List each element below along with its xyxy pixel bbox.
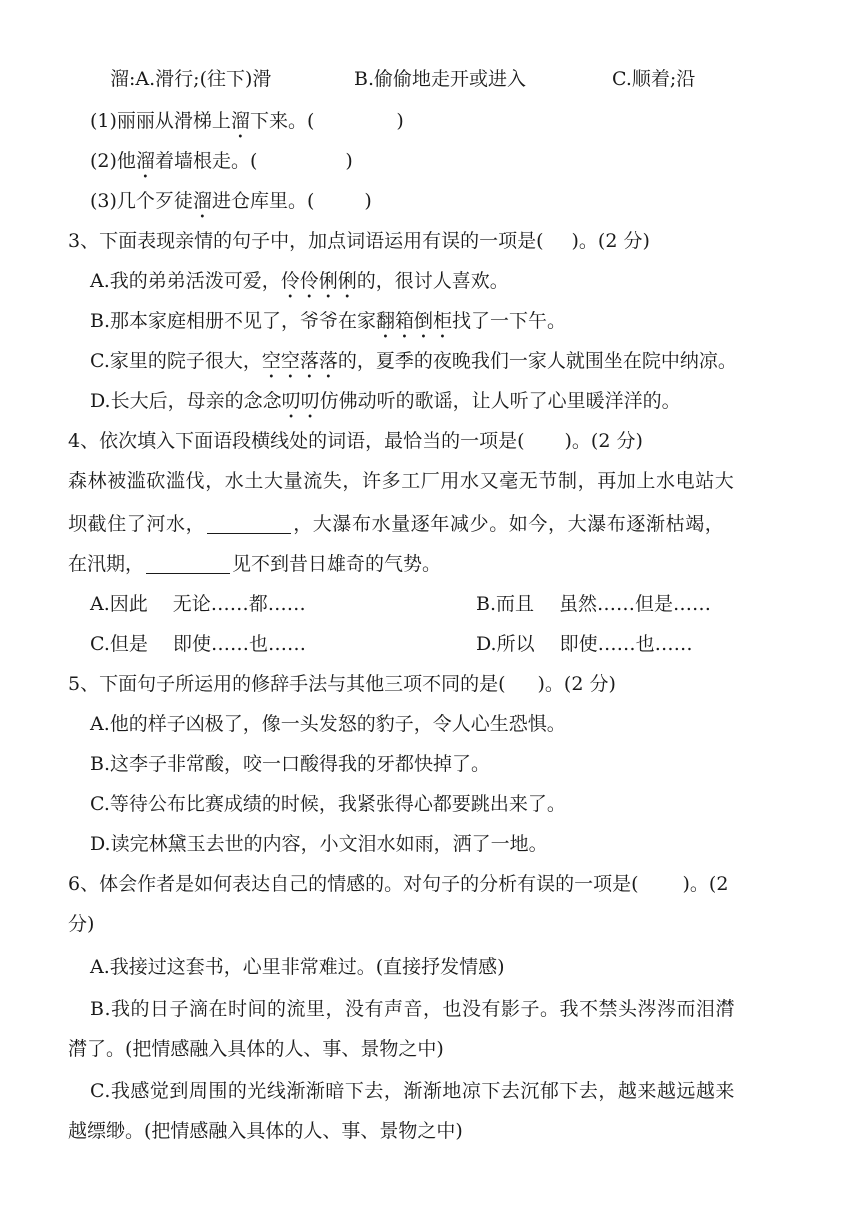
q2-sentence-2: (2)他溜着墙根走。( ) (90, 150, 353, 172)
q6-option-b-line-2: 潸了。(把情感融入具体的人、事、景物之中) (68, 1038, 444, 1060)
q2-sentence-3: (3)几个歹徒溜进仓库里。( ) (90, 190, 372, 212)
q2-sentence-1: (1)丽丽从滑梯上溜下来。( ) (90, 110, 404, 132)
definition-b: B.偷偷地走开或进入 (354, 68, 527, 90)
q3-option-b: B.那本家庭相册不见了，爷爷在家翻箱倒柜找了一下午。 (90, 310, 567, 332)
q5-option-c: C.等待公布比赛成绩的时候，我紧张得心都要跳出来了。 (90, 793, 566, 815)
q4-stem: 4、依次填入下面语段横线处的词语，最恰当的一项是( )。(2 分) (68, 430, 643, 452)
dotted-word: 空空落落 (261, 350, 338, 372)
q4-passage-line-2: 坝截住了河水， ，大瀑布水量逐年减少。如今，大瀑布逐渐枯竭， (68, 513, 725, 535)
q6-option-b-line-1: B.我的日子滴在时间的流里，没有声音，也没有影子。我不禁头涔涔而泪潸 (90, 998, 736, 1020)
q3-option-d: D.长大后，母亲的念念叨叨仿佛动听的歌谣，让人听了心里暖洋洋的。 (90, 390, 681, 412)
dotted-word: 翻箱倒柜 (376, 310, 453, 332)
q5-stem: 5、下面句子所运用的修辞手法与其他三项不同的是( )。(2 分) (68, 673, 616, 695)
dotted-word: 溜 (230, 110, 250, 132)
q4-passage-line-3: 在汛期， 见不到昔日雄奇的气势。 (68, 553, 442, 575)
dotted-word: 溜 (192, 190, 212, 212)
q6-stem-line-2: 分) (68, 913, 95, 935)
dotted-word: 溜 (135, 150, 155, 172)
q4-option-d: D.所以 即使……也…… (476, 633, 693, 655)
q6-option-c-line-2: 越缥缈。(把情感融入具体的人、事、景物之中) (68, 1120, 463, 1142)
q3-option-c: C.家里的院子很大，空空落落的，夏季的夜晚我们一家人就围坐在院中纳凉。 (90, 350, 737, 372)
definition-c: C.顺着;沿 (612, 68, 696, 90)
q5-option-d: D.读完林黛玉去世的内容，小文泪水如雨，洒了一地。 (90, 833, 548, 855)
q4-option-b: B.而且 虽然……但是…… (476, 593, 712, 615)
fill-blank-2[interactable] (146, 553, 230, 574)
q3-option-a: A.我的弟弟活泼可爱，伶伶俐俐的，很讨人喜欢。 (90, 270, 509, 292)
q6-stem: 6、体会作者是如何表达自己的情感的。对句子的分析有误的一项是( )。(2 (68, 873, 729, 895)
q4-option-a: A.因此 无论……都…… (90, 593, 306, 615)
q4-option-c: C.但是 即使……也…… (90, 633, 306, 655)
dotted-word: 叨叨 (281, 390, 320, 412)
q6-option-a: A.我接过这套书，心里非常难过。(直接抒发情感) (90, 956, 505, 978)
q6-option-c-line-1: C.我感觉到周围的光线渐渐暗下去，渐渐地凉下去沉郁下去，越来越远越来 (90, 1080, 735, 1102)
q5-option-b: B.这李子非常酸，咬一口酸得我的牙都快掉了。 (90, 753, 491, 775)
dotted-word: 伶伶俐俐 (280, 270, 357, 292)
q5-option-a: A.他的样子凶极了，像一头发怒的豹子，令人心生恐惧。 (90, 713, 566, 735)
q4-passage-line-1: 森林被滥砍滥伐，水土大量流失，许多工厂用水又毫无节制，再加上水电站大 (68, 470, 735, 492)
q3-stem: 3、下面表现亲情的句子中，加点词语运用有误的一项是( )。(2 分) (68, 230, 650, 252)
fill-blank-1[interactable] (207, 513, 291, 534)
definition-a: 溜:A.滑行;(往下)滑 (110, 68, 272, 90)
